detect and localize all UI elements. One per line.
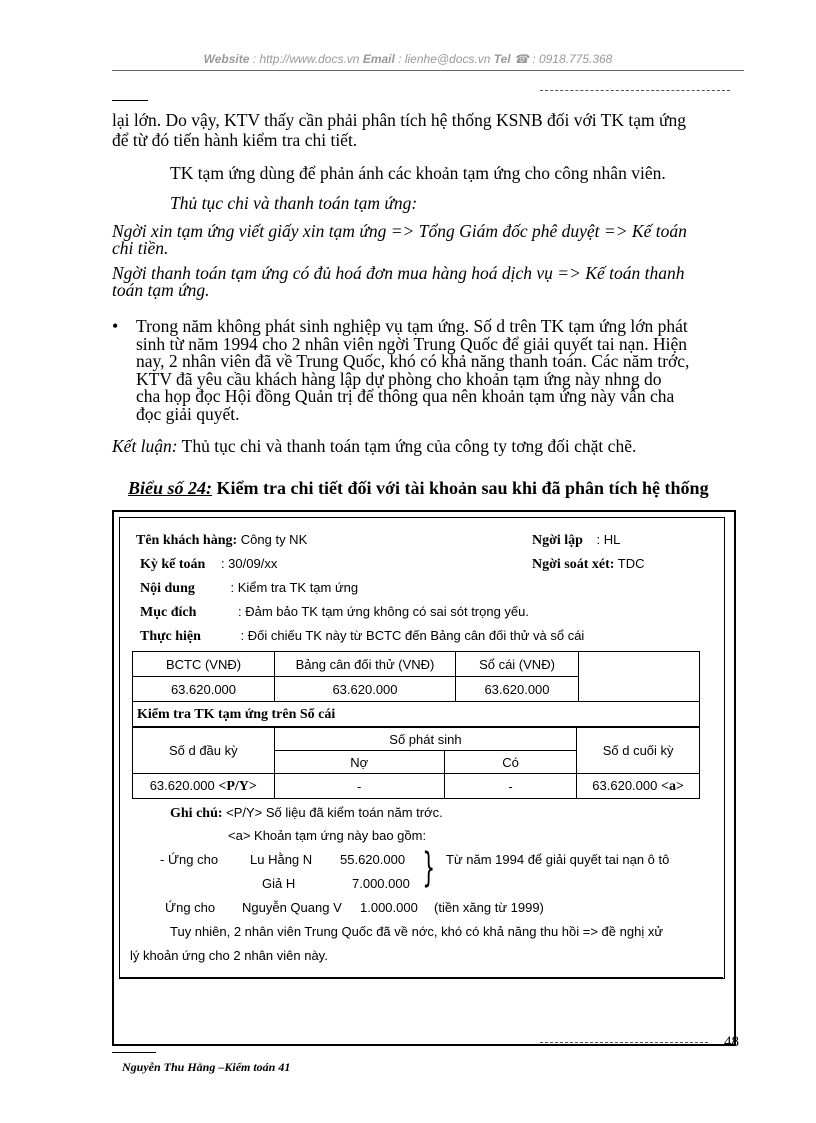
remark-line-2: lý khoản ứng cho 2 nhân viên này. (130, 948, 328, 963)
reviewer-label: Ngời soát xét: (532, 557, 615, 572)
advance-3-reason: (tiền xăng từ 1999) (434, 900, 544, 915)
opening-value: 63.620.000 (149, 777, 219, 793)
advance-1-prefix: - Ứng cho (160, 852, 219, 867)
author-footer: Nguyễn Thu Hằng –Kiểm toán 41 (122, 1060, 291, 1074)
procedure-value: : Đối chiếu TK này từ BCTC đến Bảng cân đối thử và sổ cái (236, 628, 585, 643)
advance-reason: Từ năm 1994 để giải quyết tai nạn ô tô (446, 852, 670, 867)
table-cell (133, 774, 275, 799)
remark-line-1: Tuy nhiên, 2 nhân viên Trung Quốc đã về nớc, khó có khả năng thu hồi => đề nghị xử (170, 924, 664, 939)
purpose-label: Mục đích (140, 605, 197, 620)
client-field (136, 531, 307, 549)
footer-dashed-rule (540, 1042, 708, 1043)
email-label: Email (362, 52, 395, 66)
advance-2-name: Giả H (262, 876, 296, 891)
page-header (0, 52, 816, 66)
brace-icon: } (422, 845, 436, 891)
table-empty-cell (579, 652, 700, 702)
note-line (170, 804, 443, 822)
period-label: Kỳ kế toán (140, 557, 206, 572)
bullet-line: đọc giải quyết. (136, 403, 240, 424)
website-value: : http://www.docs.vn (249, 52, 363, 66)
table-header: Số phát sinh (274, 728, 577, 751)
conclusion-label: Kết luận: (112, 436, 178, 456)
phone-icon: ☎ (513, 52, 529, 66)
bullet-icon: • (112, 316, 119, 336)
caption-text: Kiểm tra chi tiết đối với tài khoản sau khi đã phân tích hệ thống (212, 478, 709, 498)
procedure-label: Thực hiện (140, 629, 201, 644)
bullet-line: cha họp đọc Hội đồng Quản trị để thông qua nên khoản tạm ứng này vẫn cha (136, 386, 675, 406)
table-header: BCTC (VNĐ) (133, 652, 275, 677)
bullet-line: Trong năm không phát sinh nghiệp vụ tạm ứng. Số d trên TK tạm ứng lớn phát (136, 316, 688, 336)
table-cell: 63.620.000 (133, 677, 275, 702)
closing-value: 63.620.000 (592, 777, 661, 793)
period-value: : 30/09/xx (217, 556, 278, 571)
advance-2-amount: 7.000.000 (352, 876, 410, 891)
purpose-field (140, 603, 529, 621)
table-header: Sổ cái (VNĐ) (456, 652, 579, 677)
section-title-text: Kiểm tra TK tạm ứng trên Sổ cái (137, 706, 336, 722)
table-header: Bảng cân đối thử (VNĐ) (275, 652, 456, 677)
tel-value: : 0918.775.368 (528, 52, 613, 66)
paragraph-intro (112, 110, 752, 150)
intro-line-1: lại lớn. Do vậy, KTV thấy cần phải phân tích hệ thống KSNB đối với TK tạm ứng (112, 110, 686, 130)
bullet-line: sinh từ năm 1994 cho 2 nhân viên ngời Trung Quốc để giải quyết tai nạn. Hiện (136, 333, 687, 354)
table-header: Có (444, 751, 576, 774)
paragraph-advance-request (112, 223, 752, 257)
caption-label: Biểu số 24: (128, 478, 213, 498)
advance-3-amount: 1.000.000 (360, 900, 418, 915)
client-value: Công ty NK (237, 532, 308, 547)
table-header: Số d cuối kỳ (577, 728, 700, 774)
tel-label: Tel (493, 52, 514, 66)
table-cell (577, 774, 700, 799)
email-value: : lienhe@docs.vn (394, 52, 494, 66)
table-cell: - (274, 774, 444, 799)
bullet-line: KTV đã yêu cầu khách hàng lập dự phòng cho khoản tạm ứng này nhng do (136, 368, 662, 389)
advance-1-name: Lu Hằng N (250, 852, 313, 867)
ledger-check-table (132, 727, 700, 799)
preparer-field (532, 531, 620, 549)
client-label: Tên khách hàng: (136, 533, 238, 548)
intro-line-2: để từ đó tiến hành kiểm tra chi tiết. (112, 130, 358, 150)
advance-request-line-1: Ngời xin tạm ứng viết giấy xin tạm ứng => Tổng Giám đốc phê duyệt => Kế toán (112, 221, 687, 241)
header-short-rule (112, 100, 148, 101)
footer-short-rule (112, 1052, 156, 1053)
header-rule (112, 70, 744, 71)
advance-1-amount: 55.620.000 (340, 852, 406, 867)
worksheet-divider (119, 977, 723, 978)
content-field (140, 579, 358, 597)
paragraph-account-purpose: TK tạm ứng dùng để phản ánh các khoản tạm ứng cho công nhân viên. (170, 163, 666, 183)
paragraph-advance-settlement (112, 265, 752, 299)
advance-3-prefix: Ứng cho (165, 900, 216, 915)
website-label: Website (203, 52, 250, 66)
paragraph-bullet (136, 318, 748, 423)
advance-request-line-2: chi tiền. (112, 238, 169, 258)
advance-settlement-line-2: toán tạm ứng. (112, 280, 210, 300)
paragraph-conclusion (112, 436, 636, 456)
reviewer-value: TDC (614, 556, 645, 571)
content-label: Nội dung (140, 581, 195, 596)
note-label: Ghi chú: (170, 806, 223, 821)
header-dashed-rule (540, 90, 730, 91)
balance-comparison-table (132, 651, 700, 727)
preparer-value: : HL (592, 532, 621, 547)
table-cell: 63.620.000 (456, 677, 579, 702)
table-cell: - (444, 774, 576, 799)
note-a-line: <a> Khoản tạm ứng này bao gồm: (228, 828, 427, 843)
reviewer-field (532, 555, 645, 573)
procedure-field (140, 627, 584, 645)
table-cell: 63.620.000 (275, 677, 456, 702)
purpose-value: : Đảm bảo TK tạm ứng không có sai sót trọng yếu. (234, 604, 530, 619)
section-title (133, 702, 700, 727)
paragraph-procedure-title: Thủ tục chi và thanh toán tạm ứng: (170, 193, 418, 213)
closing-mark: <a> (660, 778, 684, 794)
bullet-line: nay, 2 nhân viên đã về Trung Quốc, khó có khả năng thanh toán. Các năm trớc, (136, 351, 690, 371)
table-header: Nợ (274, 751, 444, 774)
page-number: 48 (724, 1034, 739, 1050)
advance-settlement-line-1: Ngời thanh toán tạm ứng có đủ hoá đơn mua hàng hoá dịch vụ => Kế toán thanh (112, 263, 685, 283)
content-value: : Kiểm tra TK tạm ứng (226, 580, 359, 595)
preparer-label: Ngời lập (532, 533, 583, 548)
figure-caption (128, 478, 709, 499)
period-field (140, 555, 277, 573)
table-header: Số d đầu kỳ (133, 728, 275, 774)
conclusion-text: Thủ tục chi và thanh toán tạm ứng của công ty tơng đối chặt chẽ. (177, 436, 637, 456)
opening-mark: <P/Y> (218, 778, 257, 794)
advance-3-name: Nguyễn Quang V (242, 900, 342, 915)
note-text: <P/Y> Số liệu đã kiểm toán năm trớc. (222, 805, 443, 820)
